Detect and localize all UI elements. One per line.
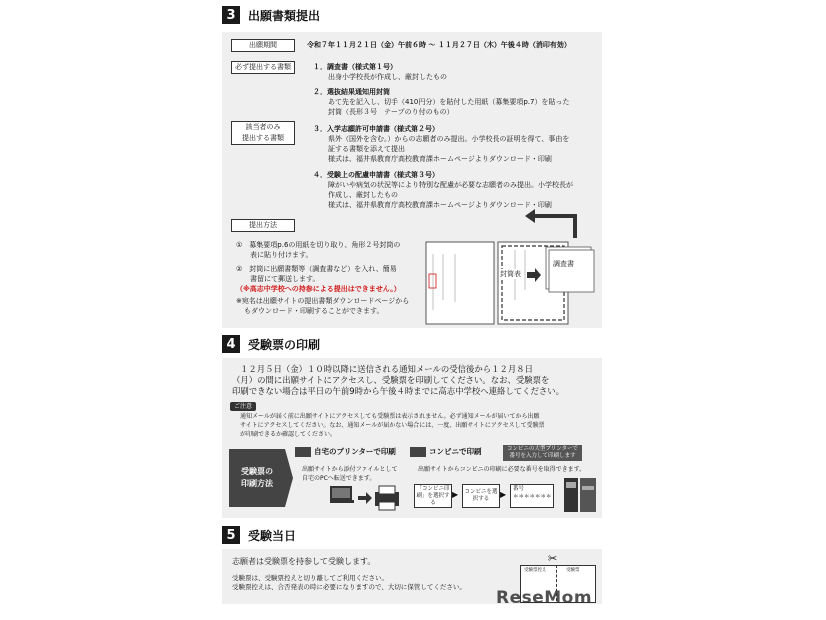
- envelope-label: 封筒表: [500, 270, 521, 278]
- doc-item-line: あて先を記入し、切手（410円分）を貼付した用紙（募集要項p.7）を貼った: [328, 98, 570, 106]
- doc-item-title: ４．受験上の配慮申請書（様式第３号）: [313, 171, 439, 179]
- section-title: 出願書類提出: [248, 8, 321, 23]
- body-line: （月）の間に出願サイトにアクセスし、受験票を印刷してください。なお、受験票を: [232, 375, 550, 385]
- note-line: 受験票は、受験票控えと切り離してご利用ください。: [232, 574, 388, 582]
- method-warning: （※高志中学校への持参による提出はできません。）: [236, 285, 401, 293]
- report-sheet-front: [549, 250, 594, 292]
- doc-item-2: [313, 87, 598, 117]
- multifunction-printer-icon: [562, 472, 598, 514]
- applicable-docs-label: [231, 121, 295, 145]
- home-print-title: 自宅のプリンターで印刷: [314, 447, 396, 456]
- caution-tag: ご注意: [230, 402, 256, 411]
- caution-line: 通知メールが届く前に出願サイトにアクセスしても受験票は表示されません。必ず通知メールが届いてから出願: [240, 413, 540, 420]
- method-note: ※宛名は出願サイトの提出書類ダウンロードページから: [236, 297, 410, 305]
- doc-item-line: 出身小学校長が作成し、厳封したもの: [328, 73, 447, 81]
- scissors-icon: ✂: [548, 552, 558, 565]
- print-method-arrow: [285, 449, 295, 507]
- applicable-label-line: 該当者のみ: [245, 123, 281, 131]
- step-select-conv-print: 「コンビニ印刷」を選択する: [414, 484, 452, 508]
- conv-print-title: コンビニで印刷: [429, 447, 482, 456]
- ticket-left-label: 受験票控え: [524, 568, 547, 573]
- method-line: 表に貼り付けます。: [250, 251, 313, 259]
- section-number: 4: [222, 335, 240, 353]
- doc-item-line: 証する書類を添えて提出: [328, 145, 405, 153]
- caution-text: [240, 412, 600, 439]
- conv-note-line: 番号を入力して印刷します: [509, 453, 576, 459]
- doc-item-1: [313, 62, 598, 82]
- chevron-right-icon: [295, 447, 311, 457]
- body-line: 印刷できない場合は平日の午前9時から午後４時までに高志中学校へ連絡してください。: [232, 386, 564, 396]
- watermark-logo: ReseMom: [496, 588, 593, 608]
- section-number: 5: [222, 526, 240, 544]
- section-number: 3: [222, 6, 240, 24]
- envelope-illustration: [425, 190, 597, 325]
- required-docs-label: 必ず提出する書類: [231, 61, 295, 74]
- conv-note-line: コンビニの大型プリンターで: [507, 446, 579, 452]
- doc-item-3: [313, 124, 598, 164]
- section-4-body: [232, 364, 600, 397]
- home-desc-line: 自宅のPCへ転送できます。: [302, 475, 376, 482]
- doc-item-line: 県外（国外を含む。）からの志願者のみ提出。小学校長の証明を得て、事由を: [328, 135, 570, 143]
- section-3-header: [222, 6, 320, 24]
- report-label: 調査書: [553, 260, 574, 268]
- doc-item-title: ２．選抜結果通知用封筒: [313, 88, 390, 96]
- conv-desc: 出願サイトからコンビニの印刷に必要な番号を取得できます。: [418, 466, 586, 473]
- caution-line: が印刷できるか確認してください。: [240, 431, 337, 438]
- period-value: 令和７年１１月２１日（金）午前６時 ～ １１月２７日（木）午後４時（消印有効）: [307, 41, 571, 49]
- arrow-right-icon: ▶: [452, 490, 459, 499]
- method-note: もダウンロード・印刷することができます。: [244, 307, 384, 315]
- chevron-right-icon: [410, 447, 426, 457]
- caution-line: サイトにアクセスしてください。なお、通知メールが届かない場合には、一度、出願サイトにアクセスして受験票: [240, 422, 545, 429]
- section-5-line-1: 志願者は受験票を持参して受験します。: [232, 557, 376, 566]
- arrow-right-icon: ▶: [500, 490, 507, 499]
- conv-note: [503, 445, 582, 461]
- pc-to-printer-icon: [330, 482, 400, 512]
- doc-item-line: 障がいや病気の状況等により特別な配慮が必要な志願者のみ提出。小学校長が: [328, 181, 573, 189]
- section-title: 受験当日: [248, 528, 297, 543]
- body-line: １２月５日（金）１０時以降に送信される通知メールの受信後から１２月８日: [240, 364, 533, 374]
- note-line: 受験票控えは、合否発表の時に必要になりますので、大切に保管してください。: [232, 583, 466, 591]
- step-number-dots: ＊＊＊＊＊＊＊: [513, 494, 552, 500]
- doc-item-title: １．調査書（様式第１号）: [313, 63, 397, 71]
- step-number: [510, 484, 554, 508]
- home-desc-line: 出願サイトから添付ファイルとして: [302, 466, 398, 473]
- ticket-right-label: 受験票: [566, 568, 580, 573]
- doc-item-line: 様式は、福井県教育庁高校教育課ホームページよりダウンロード・印刷: [328, 201, 552, 209]
- doc-item-title: ３．入学志願許可申請書（様式第２号）: [313, 125, 439, 133]
- method-line: 書留にて郵送します。: [250, 275, 320, 283]
- curved-arrow-icon: [533, 216, 575, 238]
- period-label: 出願期間: [231, 39, 295, 52]
- applicable-label-line: 提出する書類: [242, 134, 284, 142]
- step-select-conv: コンビニを選択する: [462, 484, 500, 508]
- doc-item-line: 封筒（長形３号 テープのり付のもの）: [328, 108, 454, 116]
- section-5-header: [222, 526, 296, 544]
- section-title: 受験票の印刷: [248, 337, 321, 352]
- doc-item-line: 作成し、厳封したもの: [328, 191, 398, 199]
- print-method-block: [229, 449, 285, 507]
- section-5-notes: [232, 574, 522, 592]
- method-label: 提出方法: [231, 219, 295, 232]
- method-line: ① 募集要項p.6の用紙を切り取り、角形２号封筒の: [236, 241, 401, 249]
- section-4-header: [222, 335, 320, 353]
- doc-item-line: 様式は、福井県教育庁高校教育課ホームページよりダウンロード・印刷: [328, 155, 552, 163]
- method-line: ② 封筒に出願書類等（調査書など）を入れ、簡易: [236, 265, 397, 273]
- step-number-label: 番号: [513, 486, 525, 492]
- home-print-desc: [302, 465, 397, 483]
- print-method-line: 印刷方法: [241, 479, 273, 488]
- method-text: [236, 240, 426, 316]
- print-method-line: 受験票の: [241, 467, 273, 476]
